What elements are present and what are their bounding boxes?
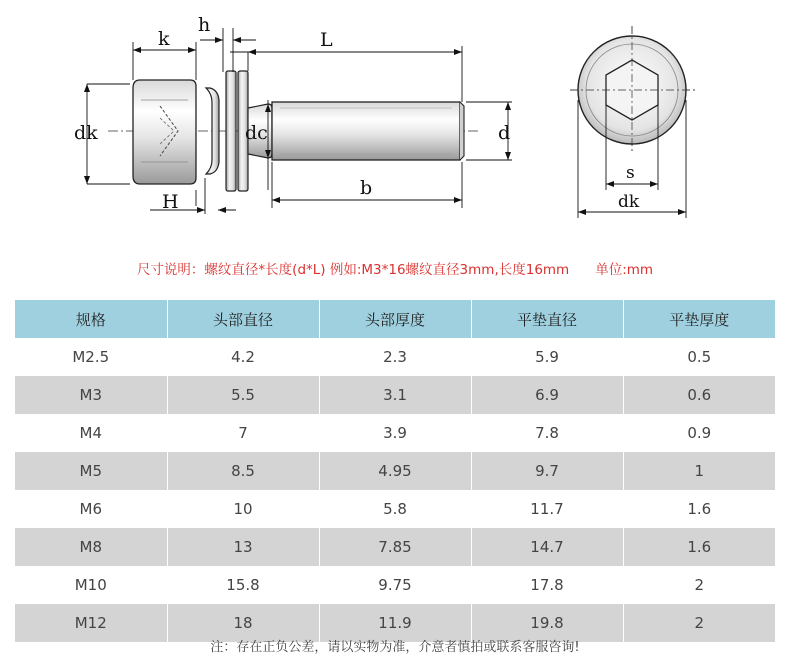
header-spec: 规格 xyxy=(15,300,167,338)
table-row xyxy=(15,452,775,490)
cell-head-thickness: 11.9 xyxy=(319,604,471,642)
cell-head-diameter: 15.8 xyxy=(167,566,319,604)
header-washer-diameter: 平垫直径 xyxy=(471,300,623,338)
size-note-text: 尺寸说明：螺纹直径*长度(d*L) 例如:M3*16螺纹直径3mm,长度16mm xyxy=(136,262,570,278)
table-row xyxy=(15,338,775,376)
header-head-thickness: 头部厚度 xyxy=(319,300,471,338)
cell-spec: M3 xyxy=(15,376,167,414)
label-k: k xyxy=(158,28,170,50)
label-d: d xyxy=(498,122,511,144)
table-row xyxy=(15,414,775,452)
cell-washer-thickness: 1.6 xyxy=(623,528,775,566)
cell-head-thickness: 3.1 xyxy=(319,376,471,414)
cell-spec: M8 xyxy=(15,528,167,566)
table-row xyxy=(15,528,775,566)
header-washer-thickness: 平垫厚度 xyxy=(623,300,775,338)
cell-washer-diameter: 9.7 xyxy=(471,452,623,490)
cell-spec: M6 xyxy=(15,490,167,528)
table-header-row xyxy=(15,300,775,338)
cell-washer-thickness: 0.6 xyxy=(623,376,775,414)
cell-head-diameter: 4.2 xyxy=(167,338,319,376)
cell-head-diameter: 10 xyxy=(167,490,319,528)
cell-washer-diameter: 19.8 xyxy=(471,604,623,642)
cell-washer-thickness: 1.6 xyxy=(623,490,775,528)
cell-head-diameter: 5.5 xyxy=(167,376,319,414)
label-H: H xyxy=(162,191,179,213)
cell-washer-thickness: 0.5 xyxy=(623,338,775,376)
cell-spec: M12 xyxy=(15,604,167,642)
cell-washer-diameter: 14.7 xyxy=(471,528,623,566)
label-b: b xyxy=(360,177,373,199)
table-row xyxy=(15,376,775,414)
header-head-diameter: 头部直径 xyxy=(167,300,319,338)
unit-note: 单位:mm xyxy=(595,262,654,278)
label-L: L xyxy=(320,29,333,51)
size-note xyxy=(0,258,790,278)
cell-head-diameter: 8.5 xyxy=(167,452,319,490)
spec-table xyxy=(15,300,775,642)
tolerance-footer: 注：存在正负公差，请以实物为准，介意者慎拍或联系客服咨询! xyxy=(210,640,580,655)
cell-washer-thickness: 2 xyxy=(623,566,775,604)
label-h: h xyxy=(198,14,211,36)
cell-spec: M2.5 xyxy=(15,338,167,376)
cell-head-thickness: 7.85 xyxy=(319,528,471,566)
cell-head-thickness: 9.75 xyxy=(319,566,471,604)
screw-head xyxy=(133,80,196,184)
cell-head-diameter: 18 xyxy=(167,604,319,642)
cell-washer-diameter: 7.8 xyxy=(471,414,623,452)
cell-head-diameter: 7 xyxy=(167,414,319,452)
screw-end-view xyxy=(570,26,695,152)
cell-head-diameter: 13 xyxy=(167,528,319,566)
cell-washer-thickness: 0.9 xyxy=(623,414,775,452)
cell-washer-diameter: 5.9 xyxy=(471,338,623,376)
cell-washer-diameter: 17.8 xyxy=(471,566,623,604)
cell-head-thickness: 3.9 xyxy=(319,414,471,452)
cell-washer-thickness: 1 xyxy=(623,452,775,490)
cell-head-thickness: 4.95 xyxy=(319,452,471,490)
screw-dimension-diagram xyxy=(0,0,790,240)
label-dk-side: dk xyxy=(74,122,98,144)
table-row xyxy=(15,490,775,528)
cell-washer-thickness: 2 xyxy=(623,604,775,642)
table-row xyxy=(15,566,775,604)
cell-spec: M4 xyxy=(15,414,167,452)
cell-spec: M10 xyxy=(15,566,167,604)
label-s: s xyxy=(626,163,635,183)
label-dk-end: dk xyxy=(618,192,640,212)
label-dc: dc xyxy=(245,122,268,144)
cell-washer-diameter: 6.9 xyxy=(471,376,623,414)
screw-shank xyxy=(248,102,464,160)
cell-spec: M5 xyxy=(15,452,167,490)
cell-head-thickness: 2.3 xyxy=(319,338,471,376)
cell-washer-diameter: 11.7 xyxy=(471,490,623,528)
cell-head-thickness: 5.8 xyxy=(319,490,471,528)
